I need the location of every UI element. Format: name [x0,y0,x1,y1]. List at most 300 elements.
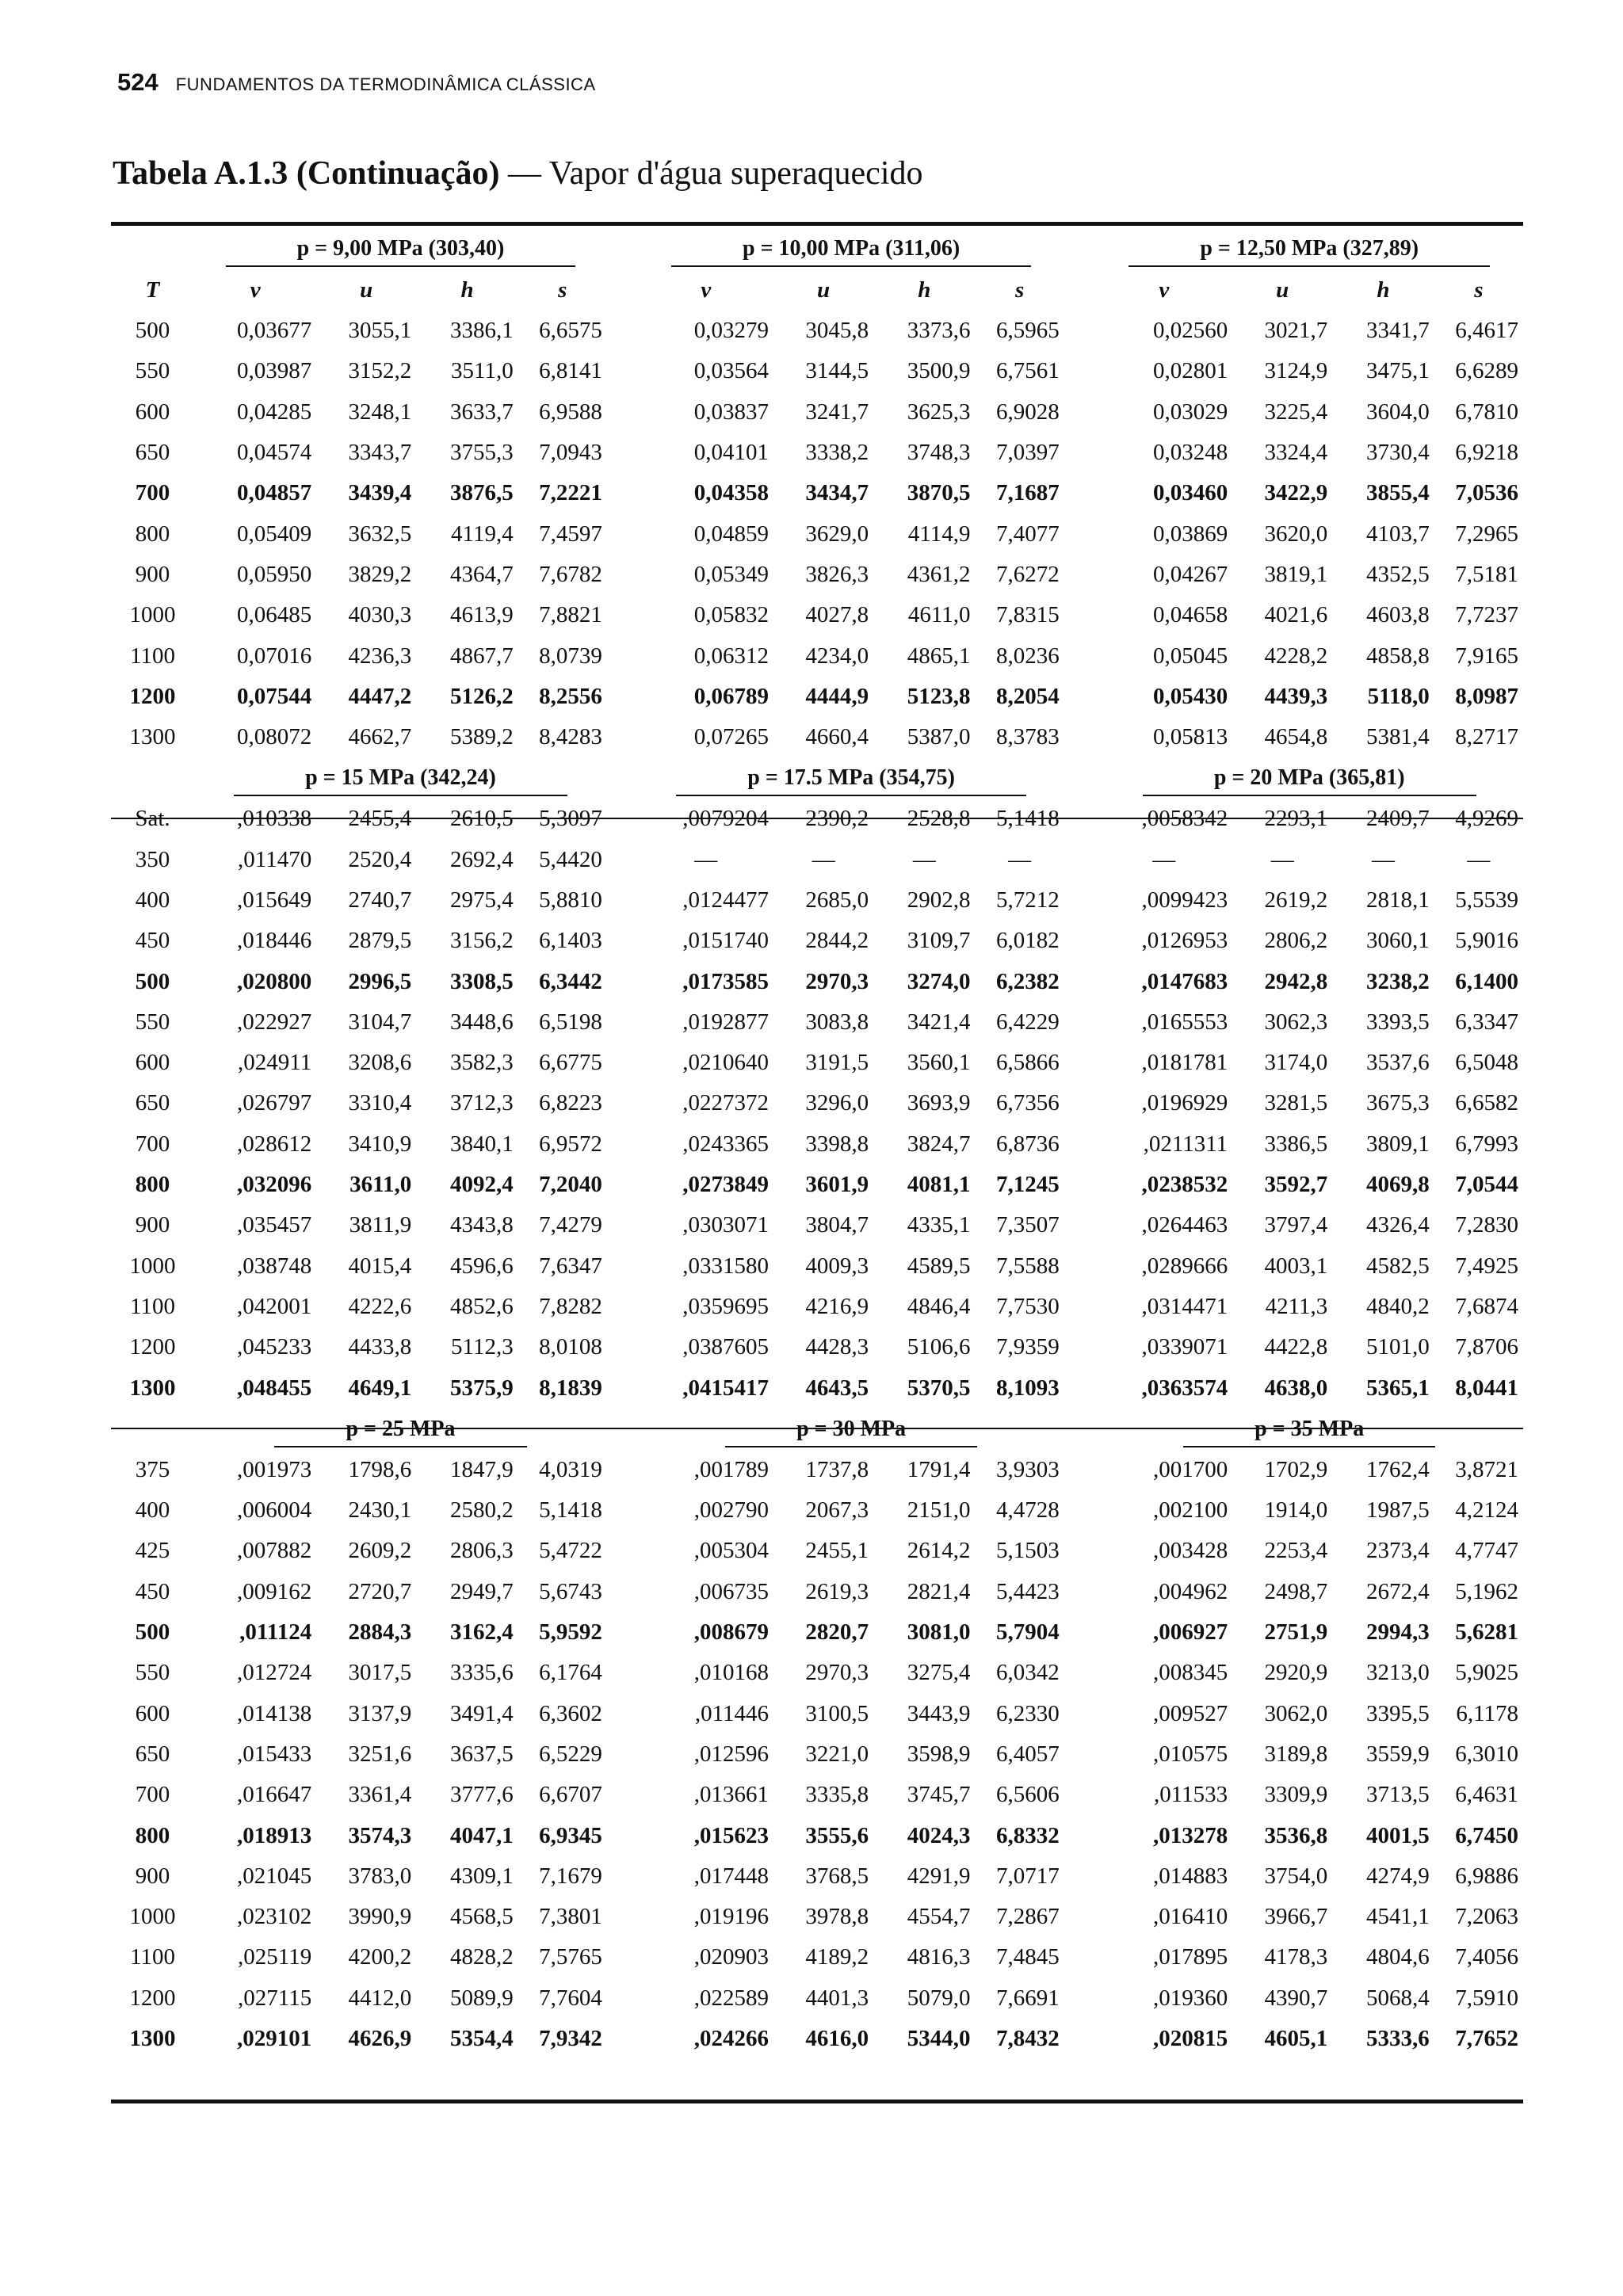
table-title [113,154,923,193]
value-cell: 2067,3 [805,1497,869,1524]
value-cell: ,035457 [236,1212,312,1238]
value-cell: ,0227372 [682,1090,769,1116]
value-cell: 0,05950 [236,561,312,587]
value-cell: ,0192877 [682,1009,769,1035]
value-cell: 5,4722 [539,1538,602,1564]
value-cell: 4114,9 [907,521,971,547]
value-cell: 3990,9 [348,1904,412,1930]
table-row [111,1002,1523,1043]
value-cell: 3826,3 [805,561,869,587]
value-cell: 4596,6 [449,1253,514,1279]
temperature-cell: 900 [135,1863,170,1889]
value-cell: 4611,0 [907,602,971,628]
value-cell: 5126,2 [449,683,514,709]
temperature-cell: 1200 [129,1985,176,2011]
bottom-rule [111,2100,1523,2103]
value-cell: 2528,8 [907,806,971,832]
variable-header: u [360,277,373,303]
temperature-cell: 350 [135,846,170,872]
value-cell: 7,1687 [995,480,1060,506]
value-cell: 0,03564 [693,358,769,384]
value-cell: 3124,9 [1264,358,1328,384]
value-cell: 6,9588 [539,399,602,425]
gap-cell [607,1287,639,1327]
gap-cell [1064,1002,1096,1043]
gap-cell [607,1531,639,1571]
value-cell: 0,02560 [1152,318,1228,344]
value-cell: 3335,6 [449,1660,514,1686]
value-cell: 7,9359 [995,1334,1060,1360]
value-cell: ,013661 [693,1782,769,1808]
value-cell: 3625,3 [907,399,971,425]
value-cell: 5,9016 [1455,928,1518,954]
gap-cell [607,1083,639,1123]
variable-header-row [111,269,1523,311]
value-cell: 3324,4 [1264,440,1328,466]
gap-cell [607,1815,639,1855]
value-cell: 3361,4 [348,1782,412,1808]
value-cell: 3475,1 [1365,358,1430,384]
variable-header: v [701,277,712,303]
value-cell: 5381,4 [1365,724,1430,750]
value-cell: 4352,5 [1365,561,1430,587]
value-cell: 1737,8 [805,1456,869,1482]
value-cell: ,019360 [1152,1985,1228,2011]
value-cell: 3055,1 [348,318,412,344]
value-cell: 3189,8 [1264,1741,1328,1767]
value-cell: 5370,5 [907,1375,971,1401]
value-cell: 0,03248 [1152,440,1228,466]
value-cell: ,002790 [693,1497,769,1524]
running-head [117,68,596,97]
table-row [111,1327,1523,1367]
value-cell: — [694,846,718,872]
value-cell: 0,04574 [236,440,312,466]
value-cell: 1987,5 [1365,1497,1430,1524]
value-cell: 4433,8 [348,1334,412,1360]
value-cell: 5,7212 [995,887,1060,913]
value-cell: 5,6281 [1455,1619,1518,1646]
value-cell: 3152,2 [348,358,412,384]
table-row [111,1978,1523,2019]
value-cell: 6,7810 [1455,399,1518,425]
temperature-cell: 1200 [129,683,176,709]
value-cell: 3675,3 [1365,1090,1430,1116]
value-cell: 3281,5 [1264,1090,1328,1116]
value-cell: 4178,3 [1264,1944,1328,1970]
value-cell: 7,0943 [539,440,602,466]
value-cell: ,019196 [693,1904,769,1930]
value-cell: ,015623 [693,1822,769,1848]
value-cell: 3629,0 [805,521,869,547]
value-cell: 3840,1 [449,1131,514,1157]
value-cell: 3811,9 [349,1212,412,1238]
value-cell: 2884,3 [348,1619,412,1646]
gap-cell [607,635,639,676]
gap-cell [607,1450,639,1490]
table-row [111,1856,1523,1897]
value-cell: 3393,5 [1365,1009,1430,1035]
variable-header: u [816,277,831,303]
value-cell: 4840,2 [1365,1293,1430,1319]
value-cell: ,0331580 [682,1253,769,1279]
value-cell: 0,03279 [693,318,769,344]
value-cell: 0,03029 [1152,399,1228,425]
gap-cell [1064,921,1096,961]
value-cell: 2821,4 [907,1578,971,1604]
value-cell: ,018913 [236,1822,312,1848]
gap-cell [1064,473,1096,513]
value-cell: 7,3801 [539,1904,602,1930]
value-cell: 7,8315 [995,602,1060,628]
value-cell: 6,1764 [539,1660,602,1686]
value-cell: 4858,8 [1365,643,1430,669]
value-cell: 4364,7 [449,561,514,587]
value-cell: ,0151740 [682,928,769,954]
temperature-cell: 400 [135,1497,170,1524]
value-cell: 3633,7 [449,399,514,425]
temperature-cell: 1300 [129,724,176,750]
gap-cell [1064,595,1096,635]
value-cell: ,0387605 [682,1334,769,1360]
value-cell: 2455,4 [348,806,412,832]
value-cell: 5079,0 [907,1985,971,2011]
value-cell: 3156,2 [449,928,514,954]
value-cell: ,027115 [238,1985,312,2011]
table-row [111,677,1523,717]
gap-cell [1064,1287,1096,1327]
value-cell: 3421,4 [907,1009,971,1035]
value-cell: ,018446 [236,928,312,954]
temperature-cell: 1100 [130,1293,175,1319]
table-row [111,1450,1523,1490]
value-cell: 0,03869 [1152,521,1228,547]
value-cell: 1702,9 [1264,1456,1328,1482]
temperature-cell: 800 [135,1172,170,1198]
value-cell: 4605,1 [1264,2026,1328,2052]
value-cell: 7,5765 [539,1944,602,1970]
table-row [111,1572,1523,1612]
value-cell: 2685,0 [805,887,869,913]
variable-header: h [918,277,931,303]
value-cell: 2619,3 [805,1578,869,1604]
value-cell: 7,4845 [995,1944,1060,1970]
value-cell: 0,05813 [1152,724,1228,750]
value-cell: 3225,4 [1264,399,1328,425]
value-cell: 3221,0 [805,1741,869,1767]
temperature-cell: 500 [135,968,170,994]
value-cell: 7,2830 [1455,1212,1518,1238]
value-cell: ,0126953 [1141,928,1228,954]
value-cell: 3017,5 [348,1660,412,1686]
temperature-cell: 900 [135,1212,170,1238]
value-cell: 4613,9 [449,602,514,628]
gap-cell [1064,1694,1096,1734]
gap-cell [1064,1205,1096,1245]
gap-cell [1064,513,1096,554]
value-cell: 3754,0 [1264,1863,1328,1889]
value-cell: 0,05045 [1152,643,1228,669]
pressure-label: p = 35 MPa [1095,1409,1523,1450]
value-cell: 2720,7 [348,1578,412,1604]
pressure-label: p = 30 MPa [639,1409,1064,1450]
value-cell: 7,7652 [1455,2026,1518,2052]
value-cell: 2253,4 [1264,1538,1328,1564]
value-cell: 3308,5 [449,968,514,994]
value-cell: 4015,4 [348,1253,412,1279]
value-cell: 4568,5 [449,1904,514,1930]
gap-cell [607,840,639,880]
value-cell: 3109,7 [907,928,971,954]
value-cell: 3768,5 [805,1863,869,1889]
gap-cell [1064,351,1096,391]
gap-cell [607,1327,639,1367]
value-cell: 3208,6 [348,1050,412,1076]
value-cell: 4439,3 [1264,683,1328,709]
table-row [111,635,1523,676]
value-cell: 0,07544 [236,683,312,709]
value-cell: 4554,7 [907,1904,971,1930]
gap-cell [607,1653,639,1693]
value-cell: 6,7450 [1455,1822,1518,1848]
table-subtitle: — Vapor d'água superaquecido [508,155,923,192]
value-cell: 3137,9 [348,1700,412,1726]
table-row [111,595,1523,635]
gap-cell [607,351,639,391]
value-cell: ,021045 [236,1863,312,1889]
value-cell: ,003428 [1152,1538,1228,1564]
gap-cell [1064,1327,1096,1367]
value-cell: 4343,8 [449,1212,514,1238]
table-row [111,1246,1523,1287]
temperature-cell: 450 [135,928,170,954]
value-cell: 3386,5 [1264,1131,1328,1157]
value-cell: 4021,6 [1264,602,1328,628]
temperature-cell: 550 [135,358,170,384]
value-cell: 2942,8 [1264,968,1328,994]
value-cell: 6,6575 [539,318,602,344]
value-cell: ,0181781 [1141,1050,1228,1076]
value-cell: 7,3507 [995,1212,1060,1238]
pressure-header-row [111,757,1523,799]
value-cell: 5,3097 [539,806,602,832]
value-cell: ,0211311 [1143,1131,1228,1157]
value-cell: 3081,0 [907,1619,971,1646]
gap-cell [607,1694,639,1734]
temperature-cell: 500 [135,318,170,344]
value-cell: ,012724 [236,1660,312,1686]
gap-cell [607,2019,639,2059]
value-cell: ,0210640 [682,1050,769,1076]
value-cell: 7,7604 [539,1985,602,2011]
value-cell: ,0079204 [682,806,769,832]
value-cell: ,001700 [1152,1456,1228,1482]
value-cell: 0,04101 [693,440,769,466]
gap-cell [607,1124,639,1165]
value-cell: 6,7356 [995,1090,1060,1116]
value-cell: 6,1400 [1455,968,1518,994]
value-cell: ,0165553 [1141,1009,1228,1035]
value-cell: 4200,2 [348,1944,412,1970]
value-cell: 7,9342 [539,2026,602,2052]
value-cell: 0,06485 [236,602,312,628]
gap-cell [1064,677,1096,717]
gap-cell [607,961,639,1001]
value-cell: 3560,1 [907,1050,971,1076]
value-cell: ,011446 [694,1700,769,1726]
value-cell: 4589,5 [907,1253,971,1279]
gap-cell [1064,1531,1096,1571]
value-cell: ,029101 [236,2026,312,2052]
value-cell: 4228,2 [1264,643,1328,669]
value-cell: 1847,9 [449,1456,514,1482]
value-cell: 8,0987 [1455,683,1518,709]
value-cell: 8,2717 [1455,724,1518,750]
value-cell: 0,04267 [1152,561,1228,587]
value-cell: ,024911 [238,1050,312,1076]
value-cell: 4309,1 [449,1863,514,1889]
value-cell: 5106,6 [907,1334,971,1360]
value-cell: 4447,2 [348,683,412,709]
value-cell: 4638,0 [1264,1375,1328,1401]
value-cell: ,0359695 [682,1293,769,1319]
gap-cell [1064,1572,1096,1612]
temperature-cell: Sat. [135,806,170,832]
value-cell: 5118,0 [1367,683,1430,709]
gap-cell [607,433,639,473]
value-cell: 4291,9 [907,1863,971,1889]
value-cell: 3213,0 [1365,1660,1430,1686]
value-cell: 5389,2 [449,724,514,750]
value-cell: 0,03987 [236,358,312,384]
value-cell: 7,8706 [1455,1334,1518,1360]
value-cell: 2580,2 [449,1497,514,1524]
value-cell: ,0289666 [1141,1253,1228,1279]
gap-cell [1064,717,1096,757]
temperature-cell: 650 [135,1741,170,1767]
variable-header: h [1377,277,1390,303]
gap-cell [1064,757,1096,799]
value-cell: 4654,8 [1264,724,1328,750]
value-cell: 6,4229 [995,1009,1060,1035]
value-cell: 0,08072 [236,724,312,750]
value-cell: 4003,1 [1264,1253,1328,1279]
table-row [111,1734,1523,1775]
gap-cell [607,1612,639,1653]
value-cell: — [1467,846,1491,872]
value-cell: 3335,8 [805,1782,869,1808]
value-cell: ,006927 [1152,1619,1228,1646]
value-cell: 5123,8 [907,683,971,709]
value-cell: 3637,5 [449,1741,514,1767]
temperature-cell: 400 [135,887,170,913]
value-cell: 2409,7 [1365,806,1430,832]
pressure-header-row [111,228,1523,269]
value-cell: ,020800 [236,968,312,994]
value-cell: 4582,5 [1365,1253,1430,1279]
gap-cell [607,392,639,433]
book-title: FUNDAMENTOS DA TERMODINÂMICA CLÁSSICA [175,74,596,94]
variable-header: v [250,277,261,303]
value-cell: 6,4057 [995,1741,1060,1767]
value-cell: 4422,8 [1264,1334,1328,1360]
value-cell: 5,1962 [1455,1578,1518,1604]
value-cell: 6,9345 [539,1822,602,1848]
value-cell: 8,1839 [539,1375,602,1401]
value-cell: 3745,7 [907,1782,971,1808]
value-cell: ,010575 [1152,1741,1228,1767]
value-cell: ,0147683 [1141,968,1228,994]
gap-cell [607,1734,639,1775]
table-row [111,1490,1523,1531]
gap-cell [1064,635,1096,676]
value-cell: ,004962 [1152,1578,1228,1604]
value-cell: 3819,1 [1264,561,1328,587]
value-cell: 7,9165 [1455,643,1518,669]
value-cell: ,017448 [693,1863,769,1889]
value-cell: 1791,4 [907,1456,971,1482]
value-cell: 3598,9 [907,1741,971,1767]
value-cell: 3100,5 [805,1700,869,1726]
gap-cell [607,269,639,311]
value-cell: ,016647 [236,1782,312,1808]
value-cell: 6,0182 [995,928,1060,954]
value-cell: 2975,4 [449,887,514,913]
value-cell: ,026797 [236,1090,312,1116]
value-cell: 3632,5 [348,521,412,547]
value-cell: 6,3010 [1455,1741,1518,1767]
value-cell: 3448,6 [449,1009,514,1035]
gap-cell [1064,555,1096,595]
value-cell: 6,9218 [1455,440,1518,466]
value-cell: 3748,3 [907,440,971,466]
value-cell: 6,2330 [995,1700,1060,1726]
value-cell: 4428,3 [805,1334,869,1360]
value-cell: 3777,6 [449,1782,514,1808]
table-label: Tabela A.1.3 (Continuação) [113,155,500,192]
gap-cell [607,1490,639,1531]
value-cell: 2806,2 [1264,928,1328,954]
value-cell: 6,1403 [539,928,602,954]
gap-cell [607,513,639,554]
value-cell: 6,5606 [995,1782,1060,1808]
value-cell: 7,8821 [539,602,602,628]
value-cell: 7,6691 [995,1985,1060,2011]
value-cell: ,045233 [236,1334,312,1360]
variable-header: u [1276,277,1289,303]
table-row [111,1205,1523,1245]
pressure-label: p = 25 MPa [194,1409,607,1450]
value-cell: 3824,7 [907,1131,971,1157]
temperature-header: T [145,277,160,303]
blank-cell [111,228,194,269]
value-cell: 3829,2 [348,561,412,587]
value-cell: 5101,0 [1365,1334,1430,1360]
temperature-cell: 425 [135,1538,170,1564]
gap-cell [1064,1246,1096,1287]
value-cell: 6,4617 [1455,318,1518,344]
value-cell: 3855,4 [1365,480,1430,506]
value-cell: 4,9269 [1455,806,1518,832]
value-cell: ,0196929 [1141,1090,1228,1116]
value-cell: 6,7561 [995,358,1060,384]
value-cell: 1762,4 [1365,1456,1430,1482]
value-cell: 8,2054 [995,683,1060,709]
value-cell: 6,6707 [539,1782,602,1808]
value-cell: 7,5910 [1455,1985,1518,2011]
value-cell: 6,8736 [995,1131,1060,1157]
temperature-cell: 600 [135,1700,170,1726]
